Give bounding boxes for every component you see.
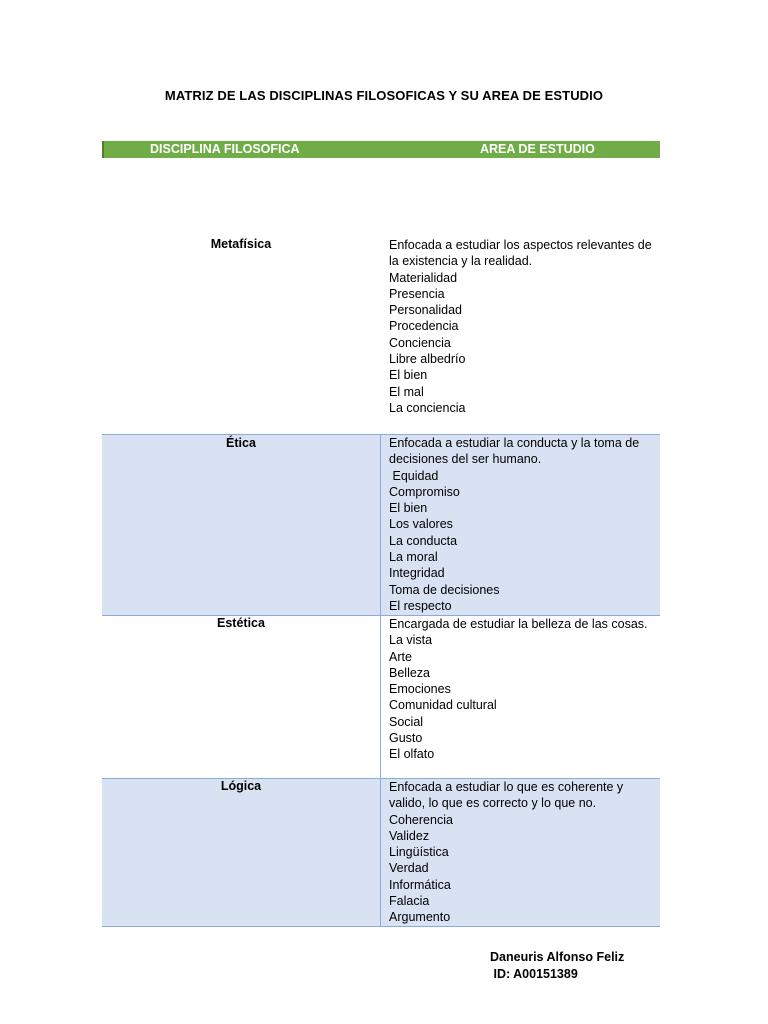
list-item: Presencia [389,286,445,301]
header-area: AREA DE ESTUDIO [480,142,595,156]
signature-block [490,949,624,983]
list-item: Procedencia [389,319,459,334]
list-item: Validez [389,828,430,843]
area-description: Enfocada a estudiar lo que es coherente y valido, lo que es correcto y lo que no. [389,780,627,811]
list-item: La conciencia [389,400,466,415]
area-description: Enfocada a estudiar la conducta y la toma de decisiones del ser humano. [389,436,643,467]
table-header [102,141,660,158]
list-item: Libre albedrío [389,352,466,367]
list-item: Compromiso [389,484,460,499]
author-id: ID: A00151389 [490,967,578,981]
list-item: Materialidad [389,270,458,285]
area-of-study [389,779,659,926]
list-item: El bien [389,368,428,383]
table-row-estetica [102,616,660,778]
area-description: Enfocada a estudiar los aspectos relevantes de la existencia y la realidad. [389,238,656,269]
column-divider [380,435,381,615]
list-item: La conducta [389,533,458,548]
list-item: Arte [389,649,412,664]
document-title: MATRIZ DE LAS DISCIPLINAS FILOSOFICAS Y SU AREA DE ESTUDIO [164,88,604,103]
author-name: Daneuris Alfonso Feliz [490,950,625,964]
list-item: Belleza [389,665,430,680]
discipline-name: Lógica [220,779,262,793]
discipline-name: Estética [217,616,265,630]
list-item: La vista [389,633,433,648]
list-item: El respecto [389,598,452,613]
table-row-logica [102,779,660,926]
area-of-study [389,435,659,614]
column-divider [380,779,381,926]
list-item: Coherencia [389,812,453,827]
list-item: Gusto [389,731,423,746]
list-item: El bien [389,501,428,516]
table-bottom-border [102,926,660,927]
list-item: Argumento [389,910,451,925]
discipline-name: Ética [226,436,256,450]
list-item: Personalidad [389,303,462,318]
list-item: Integridad [389,566,445,581]
list-item: El mal [389,384,424,399]
list-item: Toma de decisiones [389,582,500,597]
table-row-metafisica [102,235,660,434]
list-item: Verdad [389,861,429,876]
table-row-etica [102,435,660,615]
column-divider [380,616,381,778]
list-item: Lingüística [389,845,449,860]
list-item: Emociones [389,682,451,697]
area-of-study [389,237,659,416]
list-item: Comunidad cultural [389,698,497,713]
list-item: Conciencia [389,335,451,350]
list-item: El olfato [389,747,435,762]
list-item: Social [389,714,424,729]
list-item: Los valores [389,517,453,532]
discipline-name: Metafísica [210,237,272,251]
area-of-study [389,616,659,763]
header-discipline: DISCIPLINA FILOSOFICA [150,142,300,156]
list-item: La moral [389,550,438,565]
area-description: Encargada de estudiar la belleza de las cosas. [389,617,648,631]
list-item: Equidad [389,468,439,483]
list-item: Falacia [389,894,430,909]
list-item: Informática [389,877,451,892]
